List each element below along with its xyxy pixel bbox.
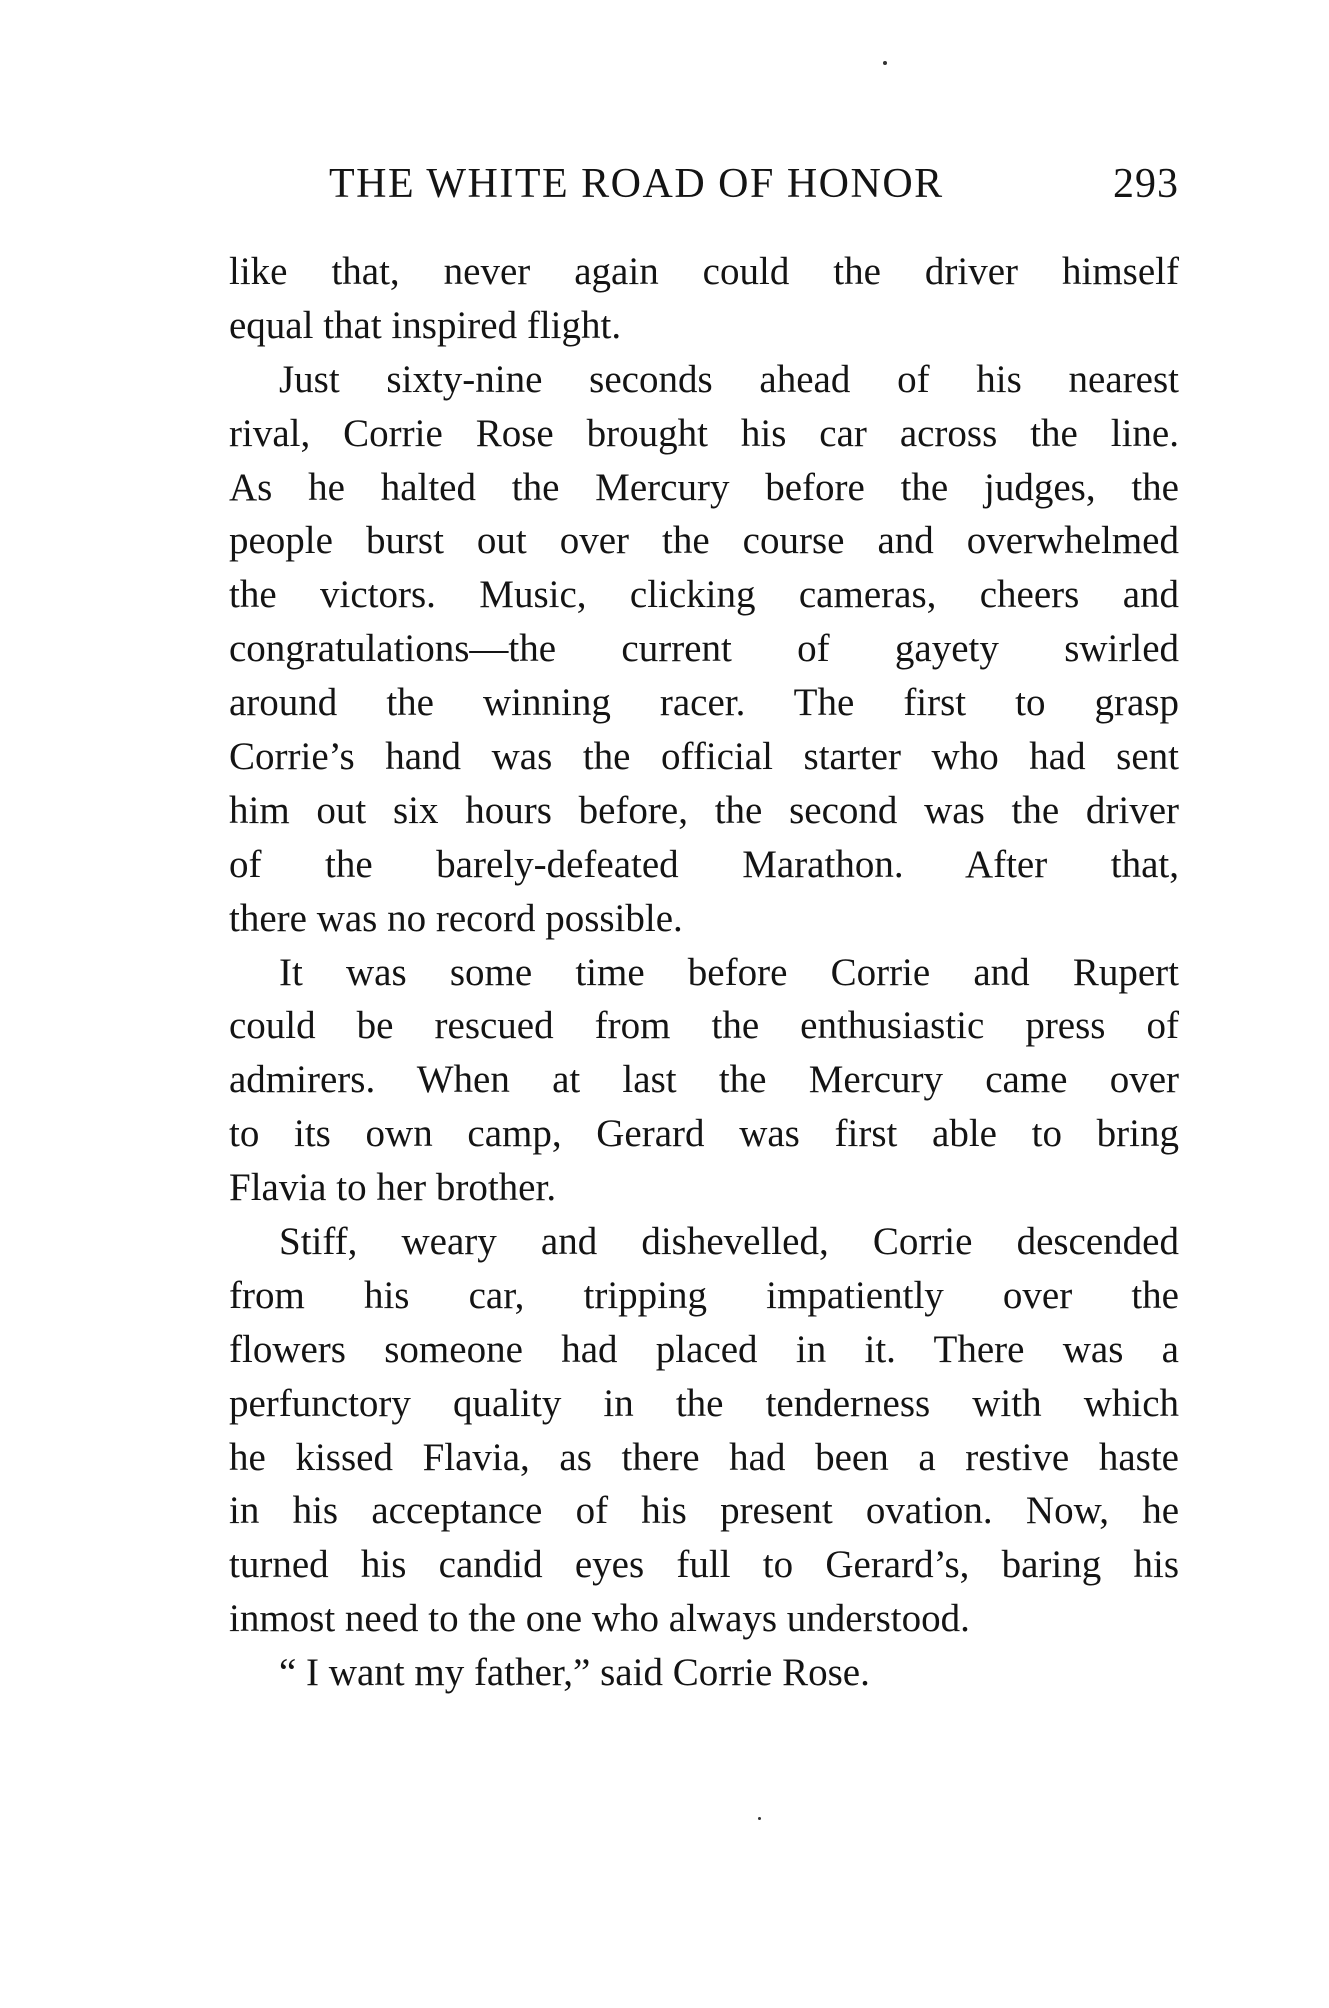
text-line: the victors. Music, clicking cameras, cheers and [229,573,1179,617]
text-line: him out six hours before, the second was the driver [229,788,1179,832]
text-line: “ I want my father,” said Corrie Rose. [279,1651,870,1695]
body-text [229,245,1179,1700]
ink-speck [883,61,887,65]
paragraph [229,1215,1179,1646]
text-line: Flavia to her brother. [229,1166,557,1210]
text-line: in his acceptance of his present ovation. Now, he [229,1489,1179,1533]
text-line: perfunctory quality in the tenderness with which [229,1381,1179,1425]
text-line: from his car, tripping impatiently over the [229,1273,1179,1317]
text-line: flowers someone had placed in it. There was a [229,1327,1179,1371]
text-line: congratulations—the current of gayety swirled [229,627,1179,671]
text-line: As he halted the Mercury before the judges, the [229,465,1179,509]
text-line: could be rescued from the enthusiastic press of [229,1004,1179,1048]
text-line: there was no record possible. [229,896,683,940]
text-line: to its own camp, Gerard was first able to bring [229,1112,1179,1156]
running-title: THE WHITE ROAD OF HONOR [329,161,944,207]
text-line: Corrie’s hand was the official starter who had sent [229,735,1179,779]
text-line: turned his candid eyes full to Gerard’s, baring his [229,1543,1179,1587]
paragraph [229,353,1179,946]
text-line: like that, never again could the driver himself [229,250,1179,293]
text-line: he kissed Flavia, as there had been a restive haste [229,1435,1179,1479]
page-number: 293 [1113,161,1179,207]
text-line: Just sixty-nine seconds ahead of his nearest [279,357,1179,401]
text-line: admirers. When at last the Mercury came over [229,1058,1179,1102]
text-line: It was some time before Corrie and Rupert [279,950,1179,994]
paragraph [229,245,1179,353]
text-line: inmost need to the one who always understood. [229,1597,970,1641]
running-header [329,160,1179,210]
text-line: rival, Corrie Rose brought his car across the line. [229,411,1179,455]
text-line: of the barely-defeated Marathon. After that, [229,842,1179,886]
ink-speck [758,1817,761,1820]
paragraph [229,946,1179,1215]
text-line: around the winning racer. The first to grasp [229,681,1179,725]
text-line: equal that inspired flight. [229,303,622,347]
text-line: Stiff, weary and dishevelled, Corrie descended [279,1220,1179,1264]
paragraph [229,1646,1179,1700]
text-line: people burst out over the course and overwhelmed [229,519,1179,563]
